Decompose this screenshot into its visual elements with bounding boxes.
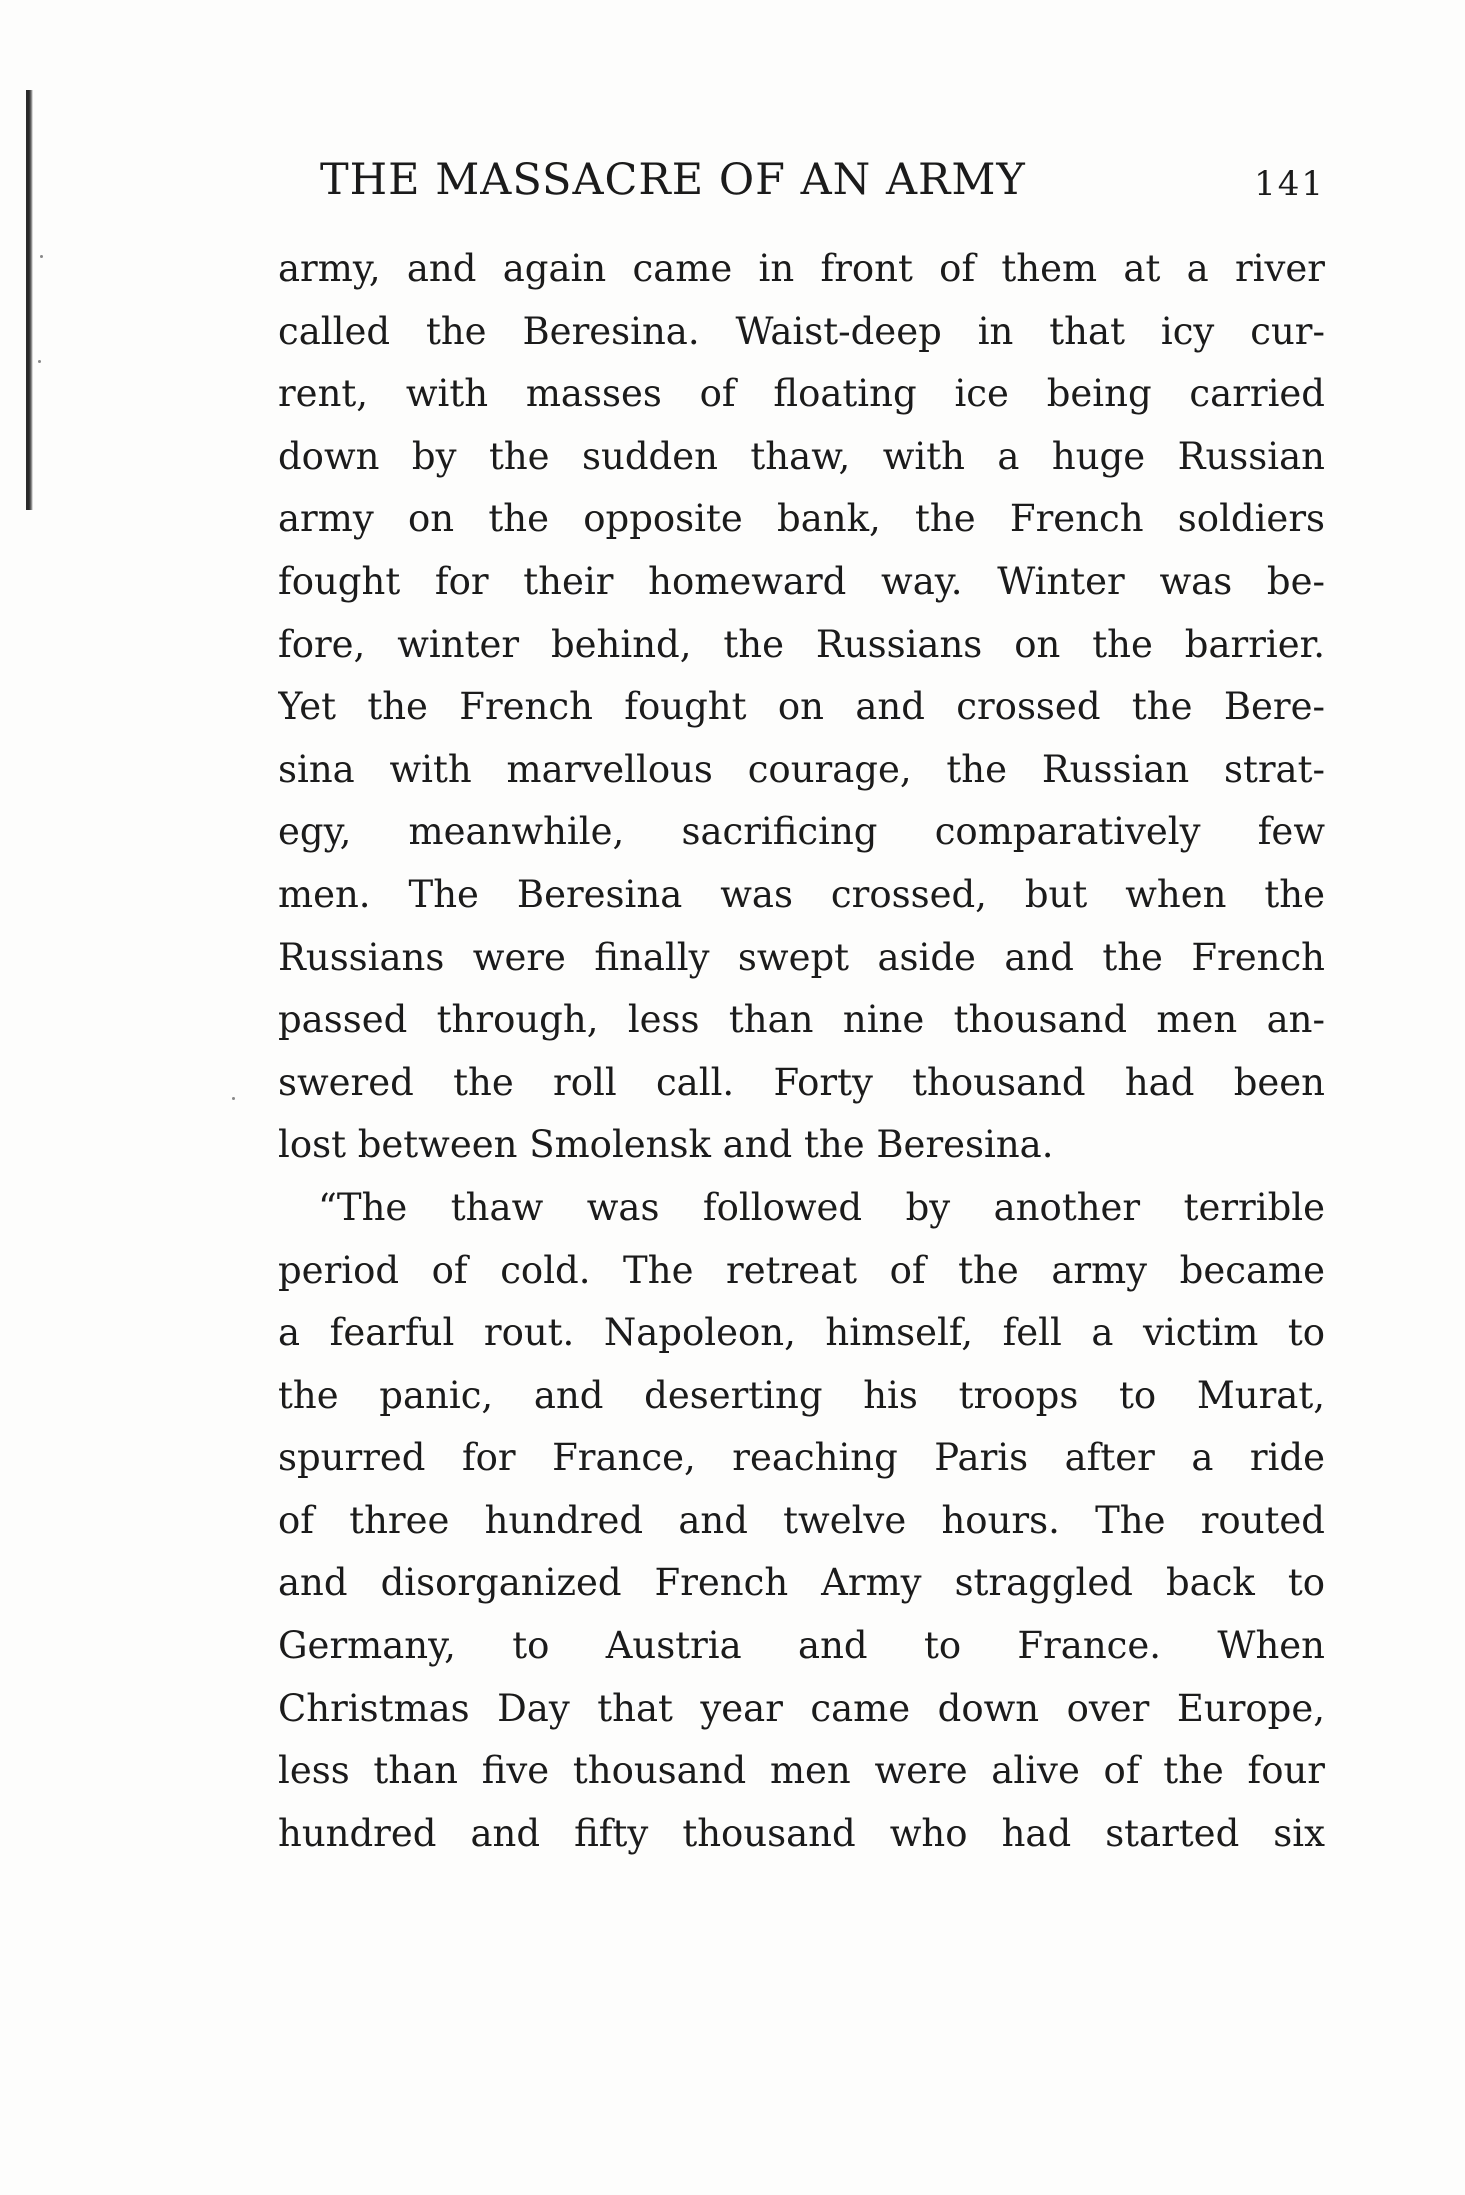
text-line: a fearful rout. Napoleon, himself, fell a victim to <box>278 1311 1325 1355</box>
text-line: the panic, and deserting his troops to Murat, <box>278 1373 1325 1417</box>
text-line: army, and again came in front of them at a river <box>278 247 1325 290</box>
text-line: passed through, less than nine thousand men an- <box>278 998 1325 1042</box>
text-line: less than five thousand men were alive of the four <box>278 1749 1325 1793</box>
text-line: period of cold. The retreat of the army became <box>278 1248 1325 1292</box>
running-title: THE MASSACRE OF AN ARMY <box>320 155 1026 205</box>
text-line: “The thaw was followed by another terrible <box>318 1185 1325 1229</box>
text-line: hundred and fifty thousand who had started six <box>278 1811 1325 1855</box>
scan-speck <box>40 255 43 258</box>
text-line: fore, winter behind, the Russians on the barrier. <box>278 622 1325 666</box>
text-line: fought for their homeward way. Winter was be- <box>278 559 1325 603</box>
text-line: lost between Smolensk and the Beresina. <box>278 1123 1054 1167</box>
text-line: down by the sudden thaw, with a huge Russian <box>278 434 1325 478</box>
scan-speck <box>38 360 41 363</box>
running-head <box>320 155 1325 215</box>
text-line: rent, with masses of floating ice being carried <box>278 372 1325 416</box>
text-line: sina with marvellous courage, the Russian strat- <box>278 747 1325 791</box>
text-line: Christmas Day that year came down over Europe, <box>278 1686 1325 1730</box>
text-line: spurred for France, reaching Paris after a ride <box>278 1436 1325 1480</box>
text-line: men. The Beresina was crossed, but when the <box>278 872 1325 916</box>
text-line: swered the roll call. Forty thousand had been <box>278 1060 1325 1104</box>
text-line: army on the opposite bank, the French soldiers <box>278 497 1325 541</box>
scan-speck <box>232 1097 235 1100</box>
text-line: called the Beresina. Waist-deep in that icy cur- <box>278 309 1325 353</box>
paragraph <box>278 1177 1325 1866</box>
text-line: of three hundred and twelve hours. The routed <box>278 1498 1325 1542</box>
text-line: Russians were finally swept aside and the French <box>278 935 1325 979</box>
body-text <box>278 238 1325 1865</box>
text-line: Germany, to Austria and to France. When <box>278 1624 1325 1668</box>
text-line: Yet the French fought on and crossed the Bere- <box>278 685 1325 729</box>
binding-edge-mark <box>26 90 33 510</box>
text-line: egy, meanwhile, sacrificing comparatively few <box>278 810 1325 854</box>
text-line: and disorganized French Army straggled back to <box>278 1561 1325 1605</box>
page-number: 141 <box>1254 164 1325 204</box>
paragraph <box>278 238 1325 1177</box>
